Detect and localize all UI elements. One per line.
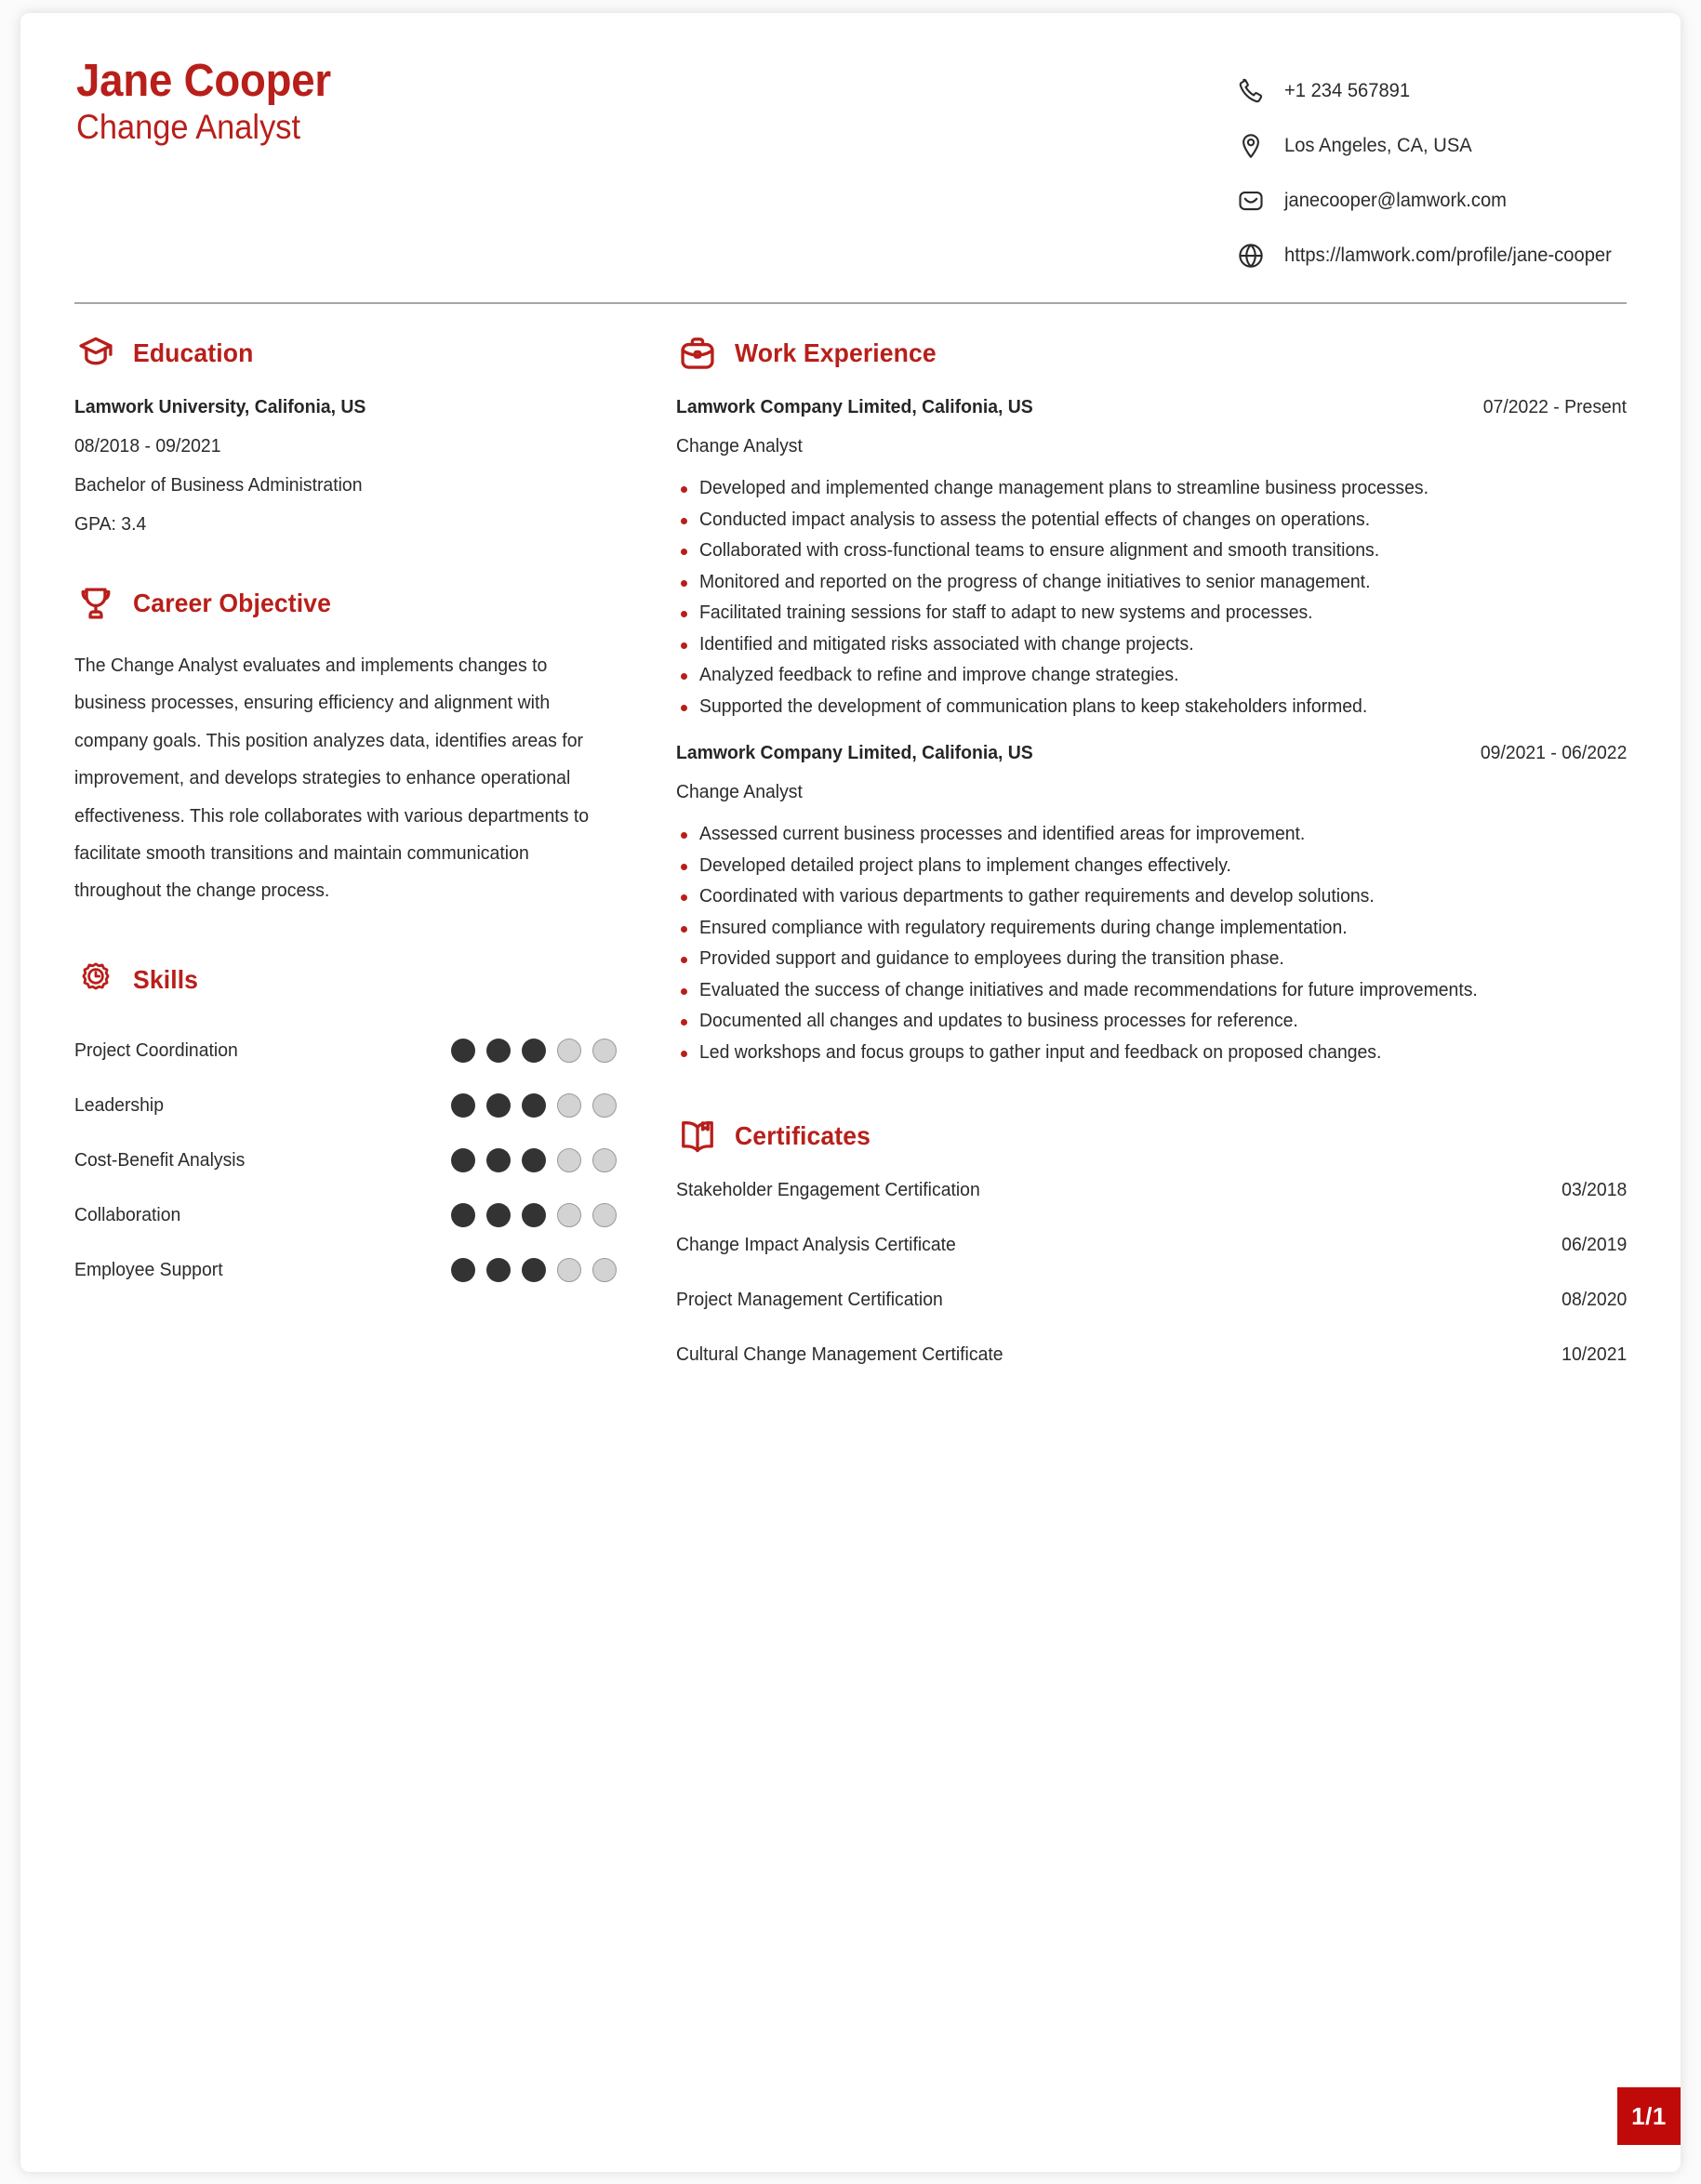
rating-dot-filled xyxy=(486,1093,511,1118)
section-title-skills: Skills xyxy=(133,964,199,994)
rating-dot-empty xyxy=(557,1203,581,1227)
section-header-education xyxy=(74,332,628,375)
rating-dot-filled xyxy=(451,1093,475,1118)
rating-dot-empty xyxy=(592,1093,617,1118)
bullet-text: Developed detailed project plans to implement changes effectively. xyxy=(699,854,1231,876)
phone-icon xyxy=(1235,75,1267,107)
spacer xyxy=(676,1068,1627,1115)
contact-value-email[interactable]: janecooper@lamwork.com xyxy=(1283,189,1507,211)
list-item xyxy=(676,692,1627,723)
list-item xyxy=(676,536,1627,567)
section-certificates xyxy=(676,1115,1627,1399)
list-item xyxy=(676,1235,1627,1290)
list-item xyxy=(676,660,1627,692)
page-indicator-badge: 1/1 xyxy=(1617,2087,1681,2145)
education-organization: Lamwork University, Califonia, US xyxy=(74,397,366,417)
bullet-text: Monitored and reported on the progress of change initiatives to senior management. xyxy=(699,571,1371,592)
education-gpa: GPA: 3.4 xyxy=(74,514,147,535)
list-item xyxy=(676,1344,1627,1399)
graduation-cap-icon xyxy=(74,332,117,375)
bullet-text: Identified and mitigated risks associated with change projects. xyxy=(699,633,1194,655)
list-item xyxy=(676,567,1627,599)
section-title-work-experience: Work Experience xyxy=(735,338,937,367)
skills-list xyxy=(74,1024,628,1298)
job-header xyxy=(676,743,1627,764)
rating-dot-filled xyxy=(486,1039,511,1063)
job-title: Change Analyst xyxy=(676,782,803,802)
location-pin-icon xyxy=(1235,130,1267,162)
contact-row-website xyxy=(1235,228,1626,283)
certificate-name: Change Impact Analysis Certificate xyxy=(676,1235,956,1255)
bullet-text: Analyzed feedback to refine and improve change strategies. xyxy=(699,665,1179,685)
list-item xyxy=(676,598,1627,629)
list-item xyxy=(676,473,1627,505)
list-item xyxy=(676,505,1627,536)
list-item xyxy=(676,1038,1627,1069)
envelope-icon xyxy=(1235,185,1267,217)
rating-dot-filled xyxy=(486,1148,511,1172)
job-role-subtitle: Change Analyst xyxy=(76,107,301,146)
list-item xyxy=(676,1290,1627,1344)
resume-page xyxy=(20,13,1681,2172)
section-title-certificates: Certificates xyxy=(735,1121,871,1150)
rating-dot-filled xyxy=(451,1039,475,1063)
skill-label: Leadership xyxy=(74,1094,164,1116)
rating-dot-filled xyxy=(522,1258,546,1282)
list-item xyxy=(676,881,1627,913)
work-experience-entry xyxy=(676,397,1627,722)
job-date-range: 07/2022 - Present xyxy=(1482,397,1627,417)
section-skills xyxy=(74,959,628,1298)
list-item xyxy=(676,913,1627,945)
gear-clock-icon xyxy=(74,959,117,1001)
trophy-icon xyxy=(74,582,117,625)
briefcase-icon xyxy=(676,332,719,375)
list-item xyxy=(676,1180,1627,1235)
section-career-objective xyxy=(74,582,628,910)
contact-row-location xyxy=(1235,118,1626,173)
list-item xyxy=(676,944,1627,975)
bullet-text: Evaluated the success of change initiatives and made recommendations for future improvements. xyxy=(699,979,1478,1000)
section-header-skills xyxy=(74,959,628,1001)
contact-value-website[interactable]: https://lamwork.com/profile/jane-cooper xyxy=(1283,244,1612,266)
certificate-date: 06/2019 xyxy=(1561,1235,1627,1255)
certificate-date: 03/2018 xyxy=(1561,1180,1627,1200)
spacer xyxy=(676,722,1627,743)
list-item xyxy=(74,1024,628,1079)
right-column xyxy=(656,332,1627,1399)
job-organization: Lamwork Company Limited, Califonia, US xyxy=(676,743,1033,763)
skill-rating xyxy=(451,1093,628,1118)
list-item xyxy=(676,819,1627,851)
rating-dot-filled xyxy=(522,1039,546,1063)
job-bullet-list xyxy=(676,819,1627,1068)
certificate-date: 10/2021 xyxy=(1561,1344,1627,1365)
job-title: Change Analyst xyxy=(676,436,803,457)
job-organization: Lamwork Company Limited, Califonia, US xyxy=(676,397,1033,417)
certificates-list xyxy=(676,1180,1627,1399)
bullet-text: Documented all changes and updates to business processes for reference. xyxy=(699,1011,1298,1031)
bullet-text: Led workshops and focus groups to gather input and feedback on proposed changes. xyxy=(699,1041,1382,1063)
page-title: Jane Cooper xyxy=(76,56,331,106)
skill-rating xyxy=(451,1203,628,1227)
left-column xyxy=(74,332,656,1399)
list-item xyxy=(74,1188,628,1243)
rating-dot-filled xyxy=(486,1258,511,1282)
bullet-text: Facilitated training sessions for staff to adapt to new systems and processes. xyxy=(699,602,1313,623)
bullet-text: Provided support and guidance to employees during the transition phase. xyxy=(699,948,1284,969)
rating-dot-empty xyxy=(592,1258,617,1282)
skill-label: Collaboration xyxy=(74,1204,181,1225)
contact-row-phone xyxy=(1235,63,1626,118)
section-work-experience xyxy=(676,332,1627,1068)
job-bullet-list xyxy=(676,473,1627,722)
list-item xyxy=(676,629,1627,661)
education-dates: 08/2018 - 09/2021 xyxy=(74,436,221,457)
skill-rating xyxy=(451,1258,628,1282)
rating-dot-filled xyxy=(451,1258,475,1282)
bullet-text: Conducted impact analysis to assess the potential effects of changes on operations. xyxy=(699,509,1371,530)
skill-label: Employee Support xyxy=(74,1259,223,1280)
rating-dot-empty xyxy=(557,1093,581,1118)
section-header-certificates xyxy=(676,1115,1627,1158)
list-item xyxy=(676,851,1627,882)
section-header-career-objective xyxy=(74,582,628,625)
certificate-name: Project Management Certification xyxy=(676,1290,943,1310)
rating-dot-filled xyxy=(522,1203,546,1227)
list-item xyxy=(74,1133,628,1188)
section-header-work-experience xyxy=(676,332,1627,375)
job-header xyxy=(676,397,1627,418)
bullet-text: Assessed current business processes and identified areas for improvement. xyxy=(699,824,1306,844)
career-objective-text: The Change Analyst evaluates and implements changes to business processes, ensuring efficiency and alignment with company goals. This position analyzes data, identifies areas for improvement, and develops strategies to enhance operational effectiveness. This role collaborates with various departments to facilitate smooth transitions and maintain communication throughout the change process. xyxy=(74,655,590,902)
bullet-text: Collaborated with cross-functional teams to ensure alignment and smooth transitions. xyxy=(699,540,1380,561)
rating-dot-empty xyxy=(592,1203,617,1227)
contact-value-location: Los Angeles, CA, USA xyxy=(1283,134,1472,156)
resume-header xyxy=(74,48,1627,283)
bullet-text: Supported the development of communication plans to keep stakeholders informed. xyxy=(699,695,1368,717)
list-item xyxy=(676,975,1627,1007)
bullet-text: Ensured compliance with regulatory requirements during change implementation. xyxy=(699,917,1348,938)
rating-dot-empty xyxy=(557,1148,581,1172)
skill-rating xyxy=(451,1039,628,1063)
rating-dot-empty xyxy=(557,1039,581,1063)
contact-value-phone[interactable]: +1 234 567891 xyxy=(1283,79,1410,101)
section-title-career-objective: Career Objective xyxy=(133,589,331,617)
rating-dot-empty xyxy=(592,1148,617,1172)
list-item xyxy=(74,1243,628,1298)
certificate-date: 08/2020 xyxy=(1561,1290,1627,1310)
contact-list xyxy=(1235,63,1626,283)
certificate-name: Stakeholder Engagement Certification xyxy=(676,1180,980,1200)
job-date-range: 09/2021 - 06/2022 xyxy=(1480,743,1627,763)
open-book-icon xyxy=(676,1115,719,1158)
rating-dot-filled xyxy=(486,1203,511,1227)
rating-dot-empty xyxy=(557,1258,581,1282)
work-experience-entry xyxy=(676,743,1627,1068)
skill-label: Project Coordination xyxy=(74,1039,238,1061)
list-item xyxy=(676,1006,1627,1038)
section-education xyxy=(74,332,628,536)
section-title-education: Education xyxy=(133,338,254,367)
skill-label: Cost-Benefit Analysis xyxy=(74,1149,246,1171)
rating-dot-filled xyxy=(451,1148,475,1172)
identity-block xyxy=(74,58,351,150)
globe-icon xyxy=(1235,240,1267,271)
spacer xyxy=(74,910,628,959)
bullet-text: Coordinated with various departments to gather requirements and develop solutions. xyxy=(699,886,1375,907)
rating-dot-filled xyxy=(451,1203,475,1227)
list-item xyxy=(74,1079,628,1133)
contact-row-email xyxy=(1235,173,1626,228)
spacer xyxy=(74,536,628,582)
resume-body xyxy=(74,304,1627,1399)
education-degree: Bachelor of Business Administration xyxy=(74,475,363,496)
bullet-text: Developed and implemented change management plans to streamline business processes. xyxy=(699,478,1429,498)
rating-dot-filled xyxy=(522,1093,546,1118)
rating-dot-empty xyxy=(592,1039,617,1063)
skill-rating xyxy=(451,1148,628,1172)
rating-dot-filled xyxy=(522,1148,546,1172)
certificate-name: Cultural Change Management Certificate xyxy=(676,1344,1003,1365)
